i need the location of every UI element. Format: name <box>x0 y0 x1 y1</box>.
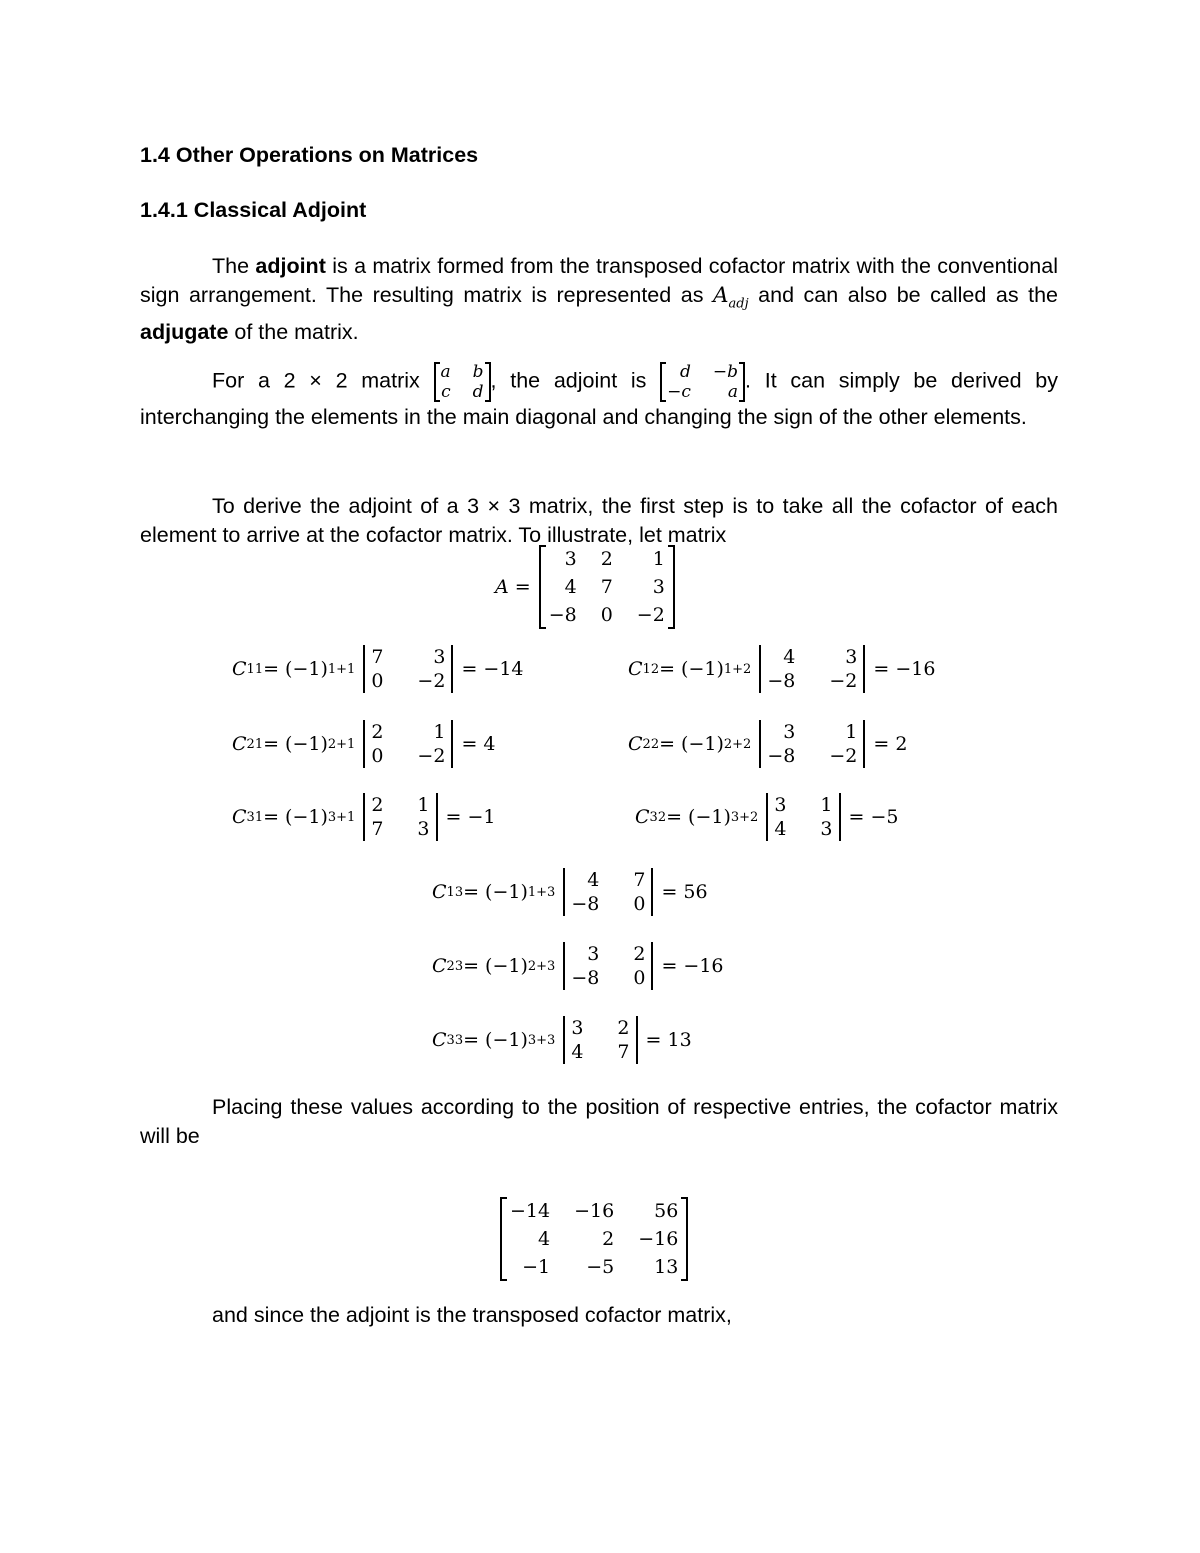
section-heading: 1.4 Other Operations on Matrices <box>140 143 479 167</box>
term-adjoint: adjoint <box>255 254 326 278</box>
text: , the adjoint is <box>490 368 647 393</box>
paragraph-cofactor-matrix-intro: Placing these values according to the position of respective entries, the cofactor matrix will be <box>140 1095 1058 1148</box>
cofactor-c33: C 33 = (−1) 3+3 3 2 4 7 = 13 <box>432 1017 692 1063</box>
matrix-a-label: A = <box>495 576 531 598</box>
matrix-2x2-adjoint: d −b −c a <box>660 362 745 402</box>
cofactor-c21: C 21 = (−1) 2+1 2 1 0 −2 = 4 <box>232 721 496 767</box>
symbol-a-adj: $A_{adj}$ <box>712 283 749 312</box>
cofactor-c13: C 13 = (−1) 1+3 4 7 −8 0 = 56 <box>432 869 708 915</box>
matrix-a <box>495 545 675 629</box>
cofactor-c32: C 32 = (−1) 3+2 3 1 4 3 = −5 <box>635 794 899 840</box>
matrix-2x2-general: a b c d <box>434 362 491 402</box>
text: is a matrix formed from the transposed cofactor matrix with the conventional sign arrangement. The resulting matrix is represented as <box>140 254 1058 307</box>
text: . It can simply be derived by interchanging the elements in the main diagonal and changing the sign of the other elements. <box>140 368 1058 429</box>
matrix-a-body: 3 2 1 4 7 3 −8 0 −2 <box>539 545 675 629</box>
paragraph-adjoint-definition <box>140 252 1058 347</box>
cofactor-c12: C 12 = (−1) 1+2 4 3 −8 −2 = −16 <box>628 646 936 692</box>
cofactor-matrix-body: −14 −16 56 4 2 −16 −1 −5 13 <box>500 1197 688 1281</box>
text: and can also be called as the <box>748 283 1058 307</box>
paragraph-2x2-adjoint <box>140 362 1058 432</box>
term-adjugate: adjugate <box>140 320 229 345</box>
text: of the matrix. <box>228 320 359 345</box>
cofactor-matrix <box>500 1197 688 1281</box>
cofactor-c22: C 22 = (−1) 2+2 3 1 −8 −2 = 2 <box>628 721 908 767</box>
subsection-heading: 1.4.1 Classical Adjoint <box>140 198 367 222</box>
text: The <box>212 254 256 278</box>
text: For a 2 × 2 matrix <box>212 368 420 393</box>
cofactor-c11: C 11 = (−1) 1+1 7 3 0 −2 = −14 <box>232 646 524 692</box>
paragraph-3x3-intro: To derive the adjoint of a 3 × 3 matrix, the first step is to take all the cofactor of each element to arrive at the cofactor matrix. To illustrate, let matrix <box>140 494 1058 547</box>
cofactor-c23: C 23 = (−1) 2+3 3 2 −8 0 = −16 <box>432 943 724 989</box>
paragraph-transpose: and since the adjoint is the transposed cofactor matrix, <box>212 1303 732 1327</box>
cofactor-c31: C 31 = (−1) 3+1 2 1 7 3 = −1 <box>232 794 496 840</box>
